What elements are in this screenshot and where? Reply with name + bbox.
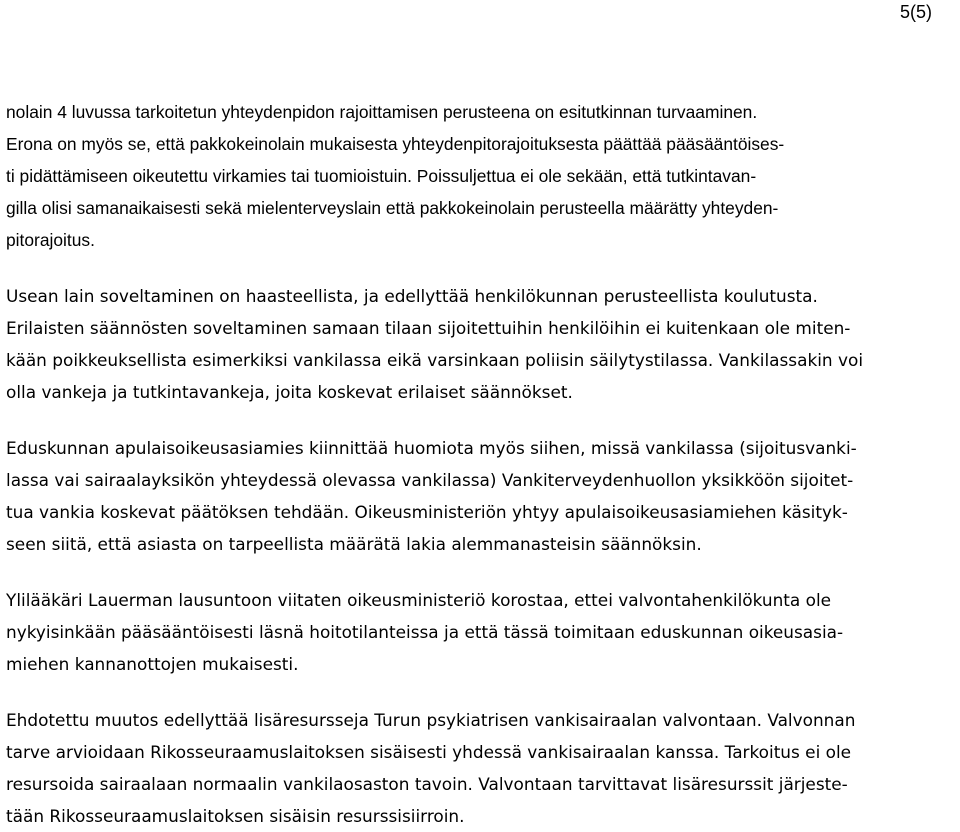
text-line: Erona on myös se, että pakkokeinolain mukaisesta yhteydenpitorajoituksesta päättää pääsääntöises-: [6, 134, 785, 154]
text-line: nykyisinkään pääsääntöisesti läsnä hoitotilanteissa ja että tässä toimitaan eduskunnan oikeusasia-: [6, 622, 844, 642]
text-line: Ehdotettu muutos edellyttää lisäresursseja Turun psykiatrisen vankisairaalan valvontaan. Valvonnan: [6, 710, 856, 730]
text-line: tään Rikosseuraamuslaitoksen sisäisin resurssisiirroin.: [6, 806, 465, 826]
document-body: [6, 96, 952, 832]
text-line: resursoida sairaalaan normaalin vankilaosaston tavoin. Valvontaan tarvittavat lisäresurssit järjeste-: [6, 774, 848, 794]
text-line: kään poikkeuksellista esimerkiksi vankilassa eikä varsinkaan poliisin säilytystilassa. Vankilassakin voi: [6, 350, 864, 370]
text-line: ti pidättämiseen oikeutettu virkamies tai tuomioistuin. Poissuljettua ei ole sekään, että tutkintavan-: [6, 166, 757, 186]
text-line: tua vankia koskevat päätöksen tehdään. Oikeusministeriön yhtyy apulaisoikeusasiamiehen käsityk-: [6, 502, 848, 522]
text-line: Erilaisten säännösten soveltaminen samaan tilaan sijoitettuihin henkilöihin ei kuitenkaan ole miten-: [6, 318, 851, 338]
paragraph-4: [6, 584, 952, 680]
page-number: 5(5): [899, 2, 932, 22]
paragraph-5: [6, 704, 952, 832]
text-line: tarve arvioidaan Rikosseuraamuslaitoksen sisäisesti yhdessä vankisairaalan kanssa. Tarkoitus ei ole: [6, 742, 852, 762]
text-line: Usean lain soveltaminen on haasteellista, ja edellyttää henkilökunnan perusteellista koulutusta.: [6, 286, 818, 306]
paragraph-2: [6, 280, 952, 408]
paragraph-3: [6, 432, 952, 560]
text-line: Eduskunnan apulaisoikeusasiamies kiinnittää huomiota myös siihen, missä vankilassa (sijoitusvanki-: [6, 438, 857, 458]
text-line: Ylilääkäri Lauerman lausuntoon viitaten oikeusministeriö korostaa, ettei valvontahenkilökunta ole: [6, 590, 832, 610]
text-line: pitorajoitus.: [6, 230, 95, 250]
paragraph-1: [6, 96, 952, 256]
text-line: gilla olisi samanaikaisesti sekä mielenterveyslain että pakkokeinolain perusteella määrätty yhteyden-: [6, 198, 779, 218]
text-line: olla vankeja ja tutkintavankeja, joita koskevat erilaiset säännökset.: [6, 382, 573, 402]
text-line: nolain 4 luvussa tarkoitetun yhteydenpidon rajoittamisen perusteena on esitutkinnan turvaaminen.: [6, 102, 758, 122]
text-line: lassa vai sairaalayksikön yhteydessä olevassa vankilassa) Vankiterveydenhuollon yksikköön sijoitet-: [6, 470, 854, 490]
text-line: seen siitä, että asiasta on tarpeellista määrätä lakia alemmanasteisin säännöksin.: [6, 534, 702, 554]
text-line: miehen kannanottojen mukaisesti.: [6, 654, 299, 674]
